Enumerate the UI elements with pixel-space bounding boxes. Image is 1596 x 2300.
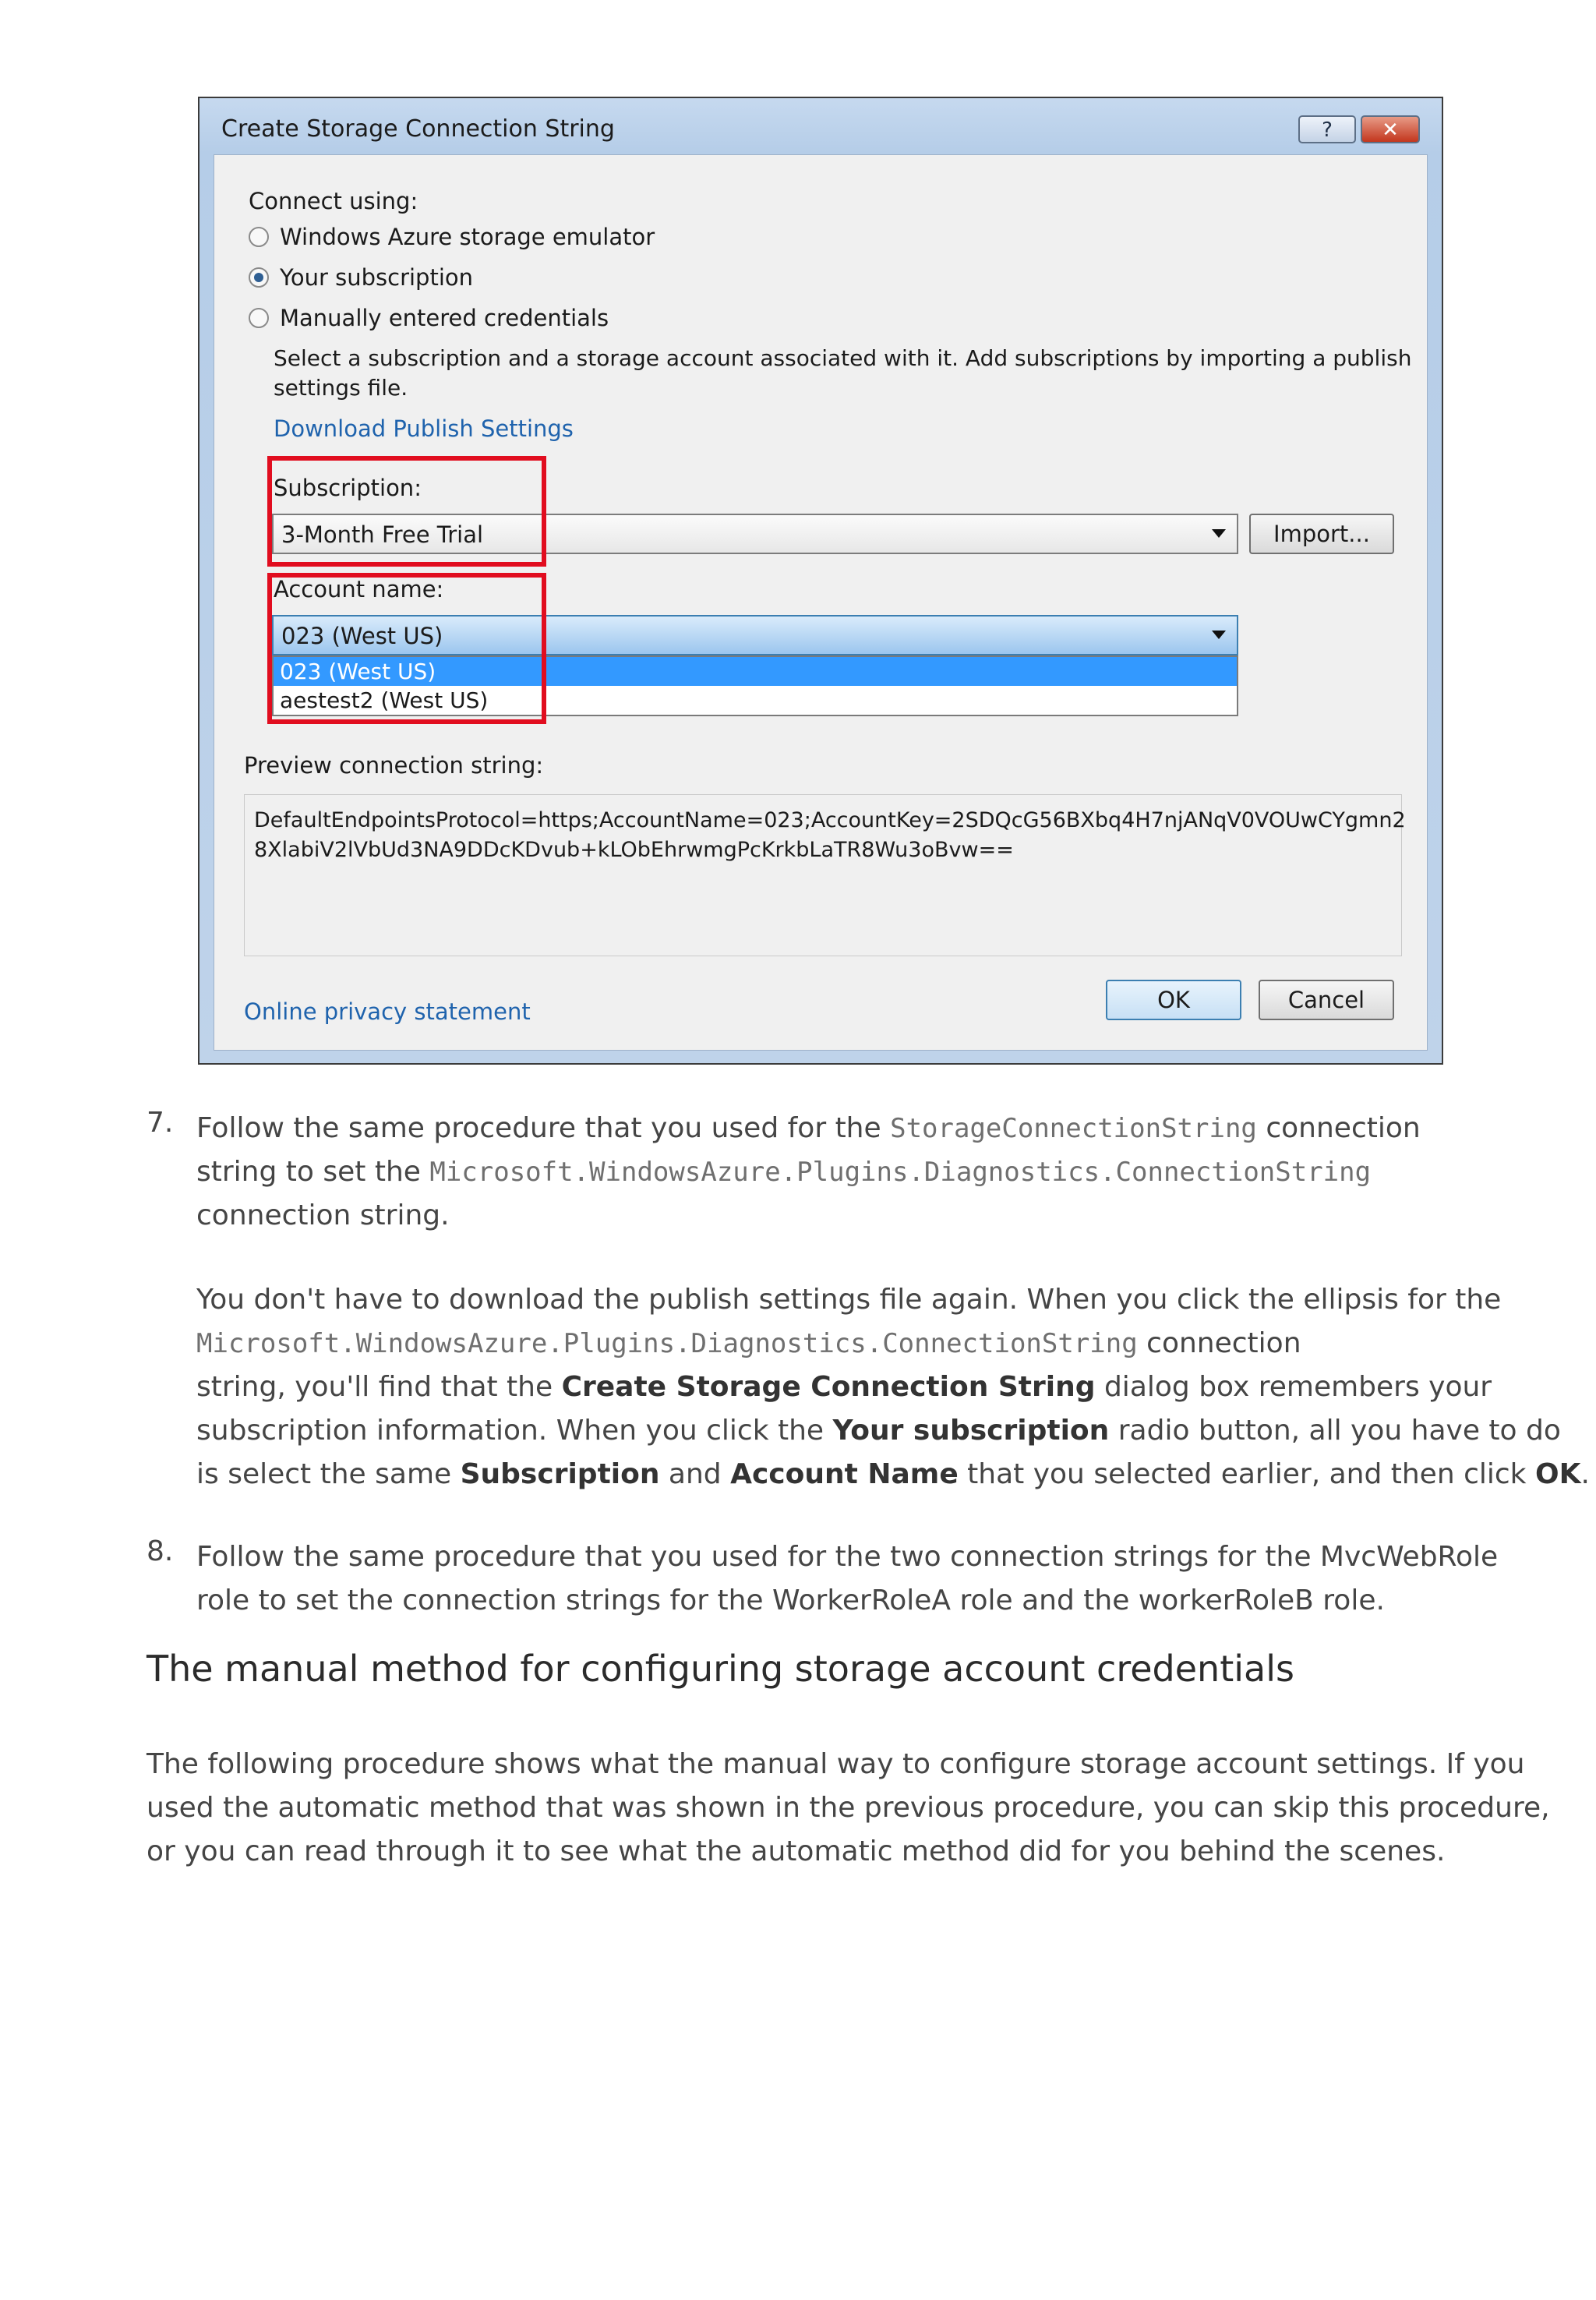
step-7-number: 7.: [147, 1107, 174, 1139]
p2-line-4: [196, 1409, 1561, 1453]
chevron-down-icon: [1212, 529, 1226, 538]
close-button[interactable]: ✕: [1361, 115, 1420, 143]
bold-subscription: Subscription: [460, 1458, 660, 1490]
preview-connection-string-box[interactable]: [244, 794, 1406, 956]
text: is select the same: [196, 1458, 461, 1490]
bold-account-name: Account Name: [730, 1458, 959, 1490]
code-diagnostics-connection-string: Microsoft.WindowsAzure.Plugins.Diagnostics.ConnectionString: [196, 1328, 1138, 1359]
bold-your-subscription: Your subscription: [832, 1415, 1110, 1447]
section-line-2: used the automatic method that was shown in the previous procedure, you can skip this procedure,: [147, 1792, 1550, 1824]
account-name-value: 023 (West US): [281, 623, 443, 649]
text: connection: [1256, 1112, 1421, 1144]
step-7-line-2: [196, 1150, 1459, 1194]
preview-text-line1: DefaultEndpointsProtocol=https;AccountName=023;AccountKey=2SDQcG56BXbq4H7njANqV0VOUwCYgmn2: [254, 808, 1406, 832]
radio-manual-credentials-label[interactable]: Manually entered credentials: [280, 305, 609, 331]
text: connection: [1137, 1327, 1301, 1359]
subscription-highlight-box: [267, 456, 546, 567]
account-option-023: 023 (West US): [280, 659, 436, 684]
section-line-3: or you can read through it to see what the automatic method did for you behind the scenes.: [147, 1835, 1446, 1867]
step-8-paragraph: [196, 1535, 1499, 1623]
text: and: [659, 1458, 731, 1490]
connect-using-label: Connect using:: [249, 188, 418, 214]
preview-label: Preview connection string:: [244, 752, 544, 779]
help-button[interactable]: ?: [1298, 115, 1356, 143]
step-7-line-1: [196, 1107, 1459, 1150]
step-7-line-3: connection string.: [196, 1199, 450, 1231]
p2-line-1: You don't have to download the publish settings file again. When you click the ellipsis for the: [196, 1284, 1502, 1316]
radio-storage-emulator-label[interactable]: Windows Azure storage emulator: [280, 224, 655, 250]
account-option-aestest2: aestest2 (West US): [280, 687, 489, 713]
text: string, you'll find that the: [196, 1371, 562, 1403]
radio-storage-emulator[interactable]: [249, 227, 269, 247]
account-name-label: Account name:: [274, 576, 444, 602]
download-publish-settings-link[interactable]: Download Publish Settings: [274, 415, 574, 442]
text: that you selected earlier, and then click: [958, 1458, 1535, 1490]
import-button[interactable]: Import...: [1249, 514, 1394, 554]
section-heading: The manual method for configuring storage account credentials: [147, 1648, 1294, 1690]
dialog-title: Create Storage Connection String: [221, 115, 615, 143]
preview-text-line2: 8XlabiV2lVbUd3NA9DDcKDvub+kLObEhrwmgPcKrkbLaTR8Wu3oBvw==: [254, 838, 1014, 862]
subscription-value: 3-Month Free Trial: [281, 521, 484, 548]
bold-dialog-name: Create Storage Connection String: [561, 1371, 1096, 1403]
account-name-highlight-box: [267, 573, 546, 724]
text: .: [1580, 1458, 1590, 1490]
code-storage-connection-string: StorageConnectionString: [890, 1113, 1257, 1144]
radio-your-subscription[interactable]: [249, 267, 269, 288]
step-8-line-1: Follow the same procedure that you used for the two connection strings for the MvcWebRole: [196, 1541, 1499, 1573]
text: string to set the: [196, 1156, 430, 1188]
step-7-paragraph-1: [196, 1107, 1459, 1238]
p2-line-3: [196, 1366, 1492, 1409]
bold-ok: OK: [1534, 1458, 1581, 1490]
create-storage-connection-dialog: [198, 97, 1443, 1065]
radio-manual-credentials[interactable]: [249, 308, 269, 328]
text: dialog box remembers your: [1095, 1371, 1492, 1403]
instructions-text: Select a subscription and a storage account associated with it. Add subscriptions by importing a publish: [274, 345, 1412, 371]
dialog-body: [214, 154, 1428, 1051]
text: Follow the same procedure that you used for the: [196, 1112, 891, 1144]
cancel-button[interactable]: Cancel: [1259, 980, 1394, 1020]
chevron-down-icon: [1212, 631, 1226, 639]
instructions-text-2: settings file.: [274, 375, 408, 401]
online-privacy-link[interactable]: Online privacy statement: [244, 998, 531, 1025]
subscription-label: Subscription:: [274, 475, 422, 501]
section-line-1: The following procedure shows what the manual way to configure storage account settings. If you: [147, 1748, 1525, 1780]
text: subscription information. When you click the: [196, 1415, 833, 1447]
section-paragraph: [147, 1743, 1550, 1874]
step-7-paragraph-2: [196, 1278, 1590, 1496]
radio-your-subscription-label[interactable]: Your subscription: [280, 264, 474, 291]
p2-line-2: [196, 1322, 1459, 1366]
ok-button[interactable]: OK: [1106, 980, 1241, 1020]
step-8-line-2: role to set the connection strings for the WorkerRoleA role and the workerRoleB role.: [196, 1585, 1385, 1616]
p2-line-5: [196, 1453, 1590, 1496]
text: radio button, all you have to do: [1109, 1415, 1561, 1447]
step-8-number: 8.: [147, 1535, 174, 1567]
code-diagnostics-connection-string: Microsoft.WindowsAzure.Plugins.Diagnostics.ConnectionString: [429, 1157, 1372, 1188]
